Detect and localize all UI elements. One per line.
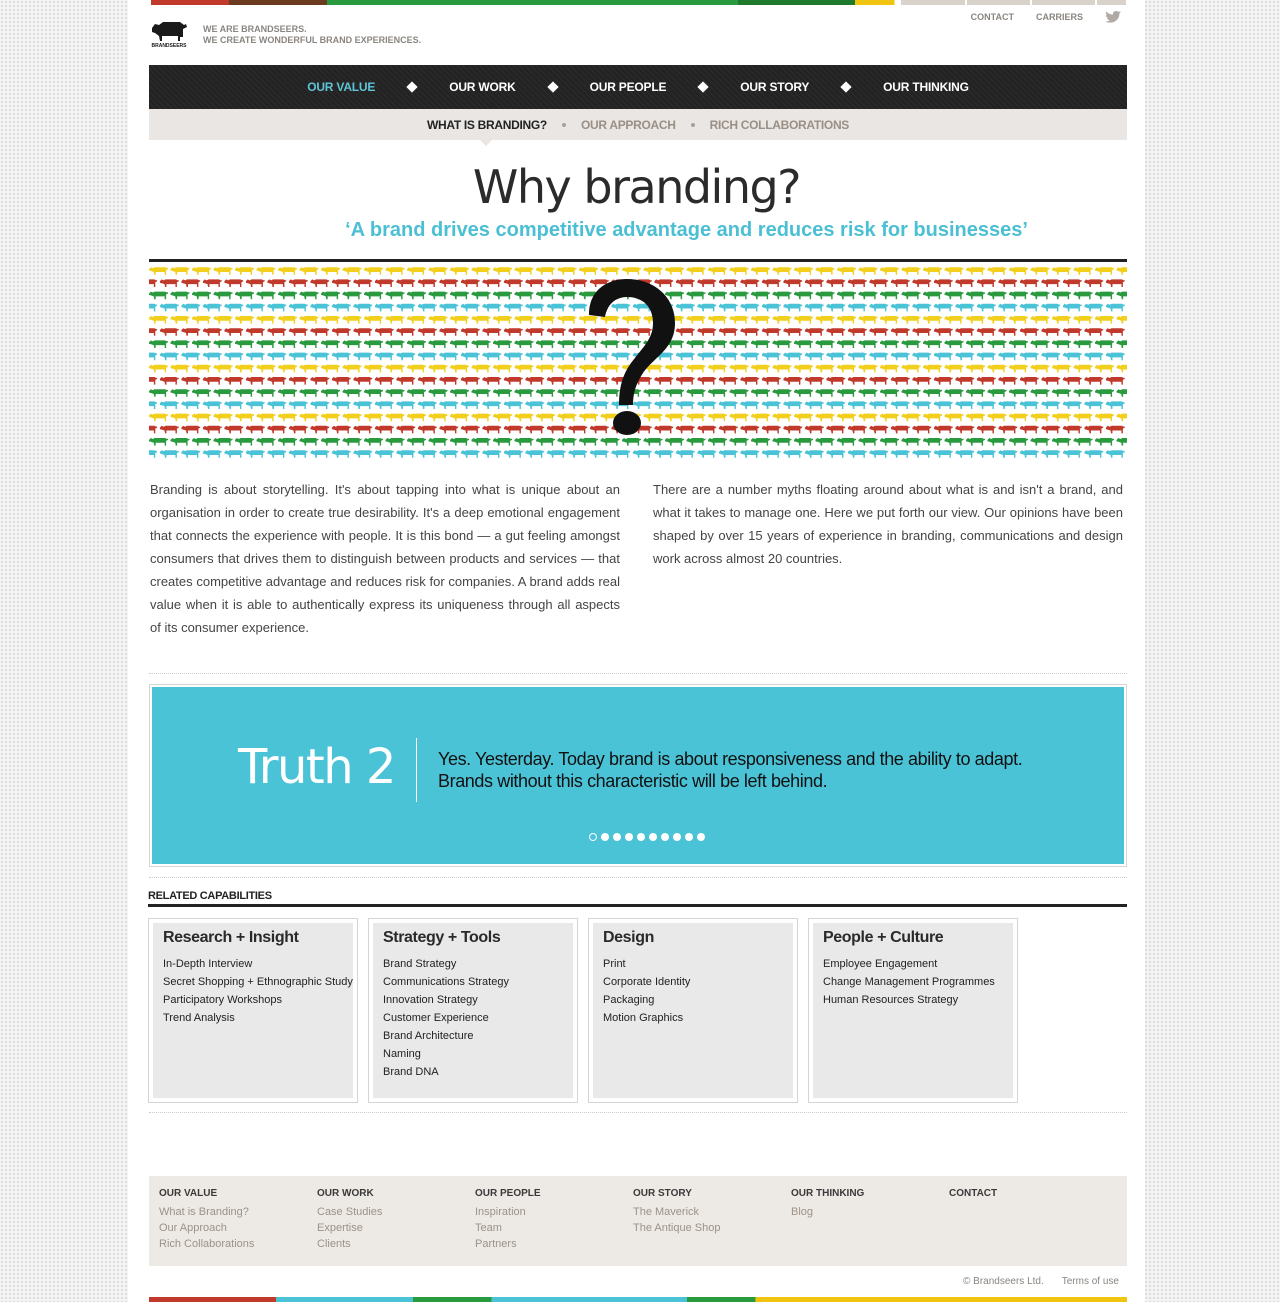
footer-link[interactable]: Clients [317,1238,351,1250]
capability-item: Packaging [603,994,655,1006]
nav-diamond-separator [407,81,418,92]
capability-card-people[interactable] [808,918,1018,1103]
tagline-line2: WE CREATE WONDERFUL BRAND EXPERIENCES. [203,35,422,45]
nav-our-people[interactable]: OUR PEOPLE [589,80,667,94]
footer-link[interactable]: Partners [475,1238,517,1250]
footer-link[interactable]: Our Approach [159,1222,227,1234]
sub-nav [149,109,1127,140]
footer-column [949,1188,1107,1254]
capability-item: Motion Graphics [603,1012,684,1024]
carousel-slide [152,687,1124,864]
main-nav [149,65,1127,109]
capability-item: In-Depth Interview [163,958,253,970]
capability-item: Print [603,958,626,970]
footer-column [317,1188,475,1254]
subnav-rich-collaborations[interactable]: RICH COLLABORATIONS [709,117,850,132]
nav-our-work[interactable]: OUR WORK [449,80,516,94]
carousel-dot[interactable] [649,833,657,841]
footer-link[interactable]: Inspiration [475,1206,526,1218]
capability-title: People + Culture [823,929,944,946]
footer-heading[interactable]: OUR VALUE [159,1188,218,1199]
footer-link[interactable]: The Maverick [633,1206,700,1218]
carousel-dot[interactable] [589,833,597,841]
nav-our-value[interactable]: OUR VALUE [307,80,376,94]
footer-link[interactable]: Expertise [317,1222,363,1234]
subnav-active-pointer [480,140,492,146]
footer-link[interactable]: Blog [791,1206,814,1218]
capability-item: Brand DNA [383,1066,439,1078]
carousel-dot[interactable] [697,833,705,841]
carousel-dot[interactable] [613,833,621,841]
capability-item: Participatory Workshops [163,994,283,1006]
related-capabilities-title: RELATED CAPABILITIES [148,890,272,902]
capability-item: Innovation Strategy [383,994,478,1006]
slide-divider [416,738,417,802]
footer-column [159,1188,317,1254]
subnav-dot-separator [691,123,695,127]
capability-item: Brand Architecture [383,1030,474,1042]
subnav-what-is-branding[interactable]: WHAT IS BRANDING? [426,117,547,132]
carousel-dot[interactable] [685,833,693,841]
nav-diamond-separator [698,81,709,92]
capability-card-strategy[interactable] [368,918,578,1103]
page [128,0,1145,1302]
dotted-divider [149,1112,1127,1113]
footer-heading[interactable]: CONTACT [949,1188,998,1199]
footer-column [475,1188,633,1254]
nav-diamond-separator [841,81,852,92]
footer-heading[interactable]: OUR THINKING [791,1188,865,1199]
contact-link[interactable]: CONTACT [970,12,1014,22]
truths-carousel [149,684,1127,867]
footer-sitemap [149,1176,1127,1266]
footer-heading[interactable]: OUR PEOPLE [475,1188,541,1199]
footer-column [791,1188,949,1254]
top-tab [901,0,965,5]
nav-our-story[interactable]: OUR STORY [740,80,810,94]
twitter-bird-icon[interactable] [1105,11,1121,23]
capability-item: Trend Analysis [163,1012,235,1024]
capability-item: Human Resources Strategy [823,994,959,1006]
copyright-bar [963,1276,1119,1287]
copyright-text: © Brandseers Ltd. [963,1276,1044,1287]
top-links [971,11,1121,23]
tagline [203,24,421,46]
carousel-pagination [589,833,705,841]
page-title: Why branding? [472,160,801,214]
subnav-dot-separator [562,123,566,127]
hero-cattle-pattern-image [149,265,1127,459]
nav-our-thinking[interactable]: OUR THINKING [883,80,969,94]
footer-column [633,1188,791,1254]
nav-diamond-separator [547,81,558,92]
capability-item: Customer Experience [383,1012,489,1024]
dotted-divider [149,877,1127,878]
capability-title: Research + Insight [163,929,299,946]
capability-item: Secret Shopping + Ethnographic Study [163,976,353,988]
brandseers-logo[interactable] [150,19,188,49]
capability-item: Employee Engagement [823,958,938,970]
top-tab [1097,0,1126,5]
capability-title: Strategy + Tools [383,929,501,946]
footer-link[interactable]: Team [475,1222,502,1234]
carousel-dot[interactable] [625,833,633,841]
capability-item: Naming [383,1048,421,1060]
carousel-dot[interactable] [601,833,609,841]
capability-item: Communications Strategy [383,976,509,988]
page-subtitle: ‘A brand drives competitive advantage and reduces risk for businesses’ [345,219,1028,241]
bottom-color-strip [149,1297,1127,1302]
footer-link[interactable]: What is Branding? [159,1206,249,1218]
footer-link[interactable]: Case Studies [317,1206,383,1218]
top-tab [1032,0,1095,5]
top-tab [967,0,1030,5]
carousel-dot[interactable] [673,833,681,841]
footer-heading[interactable]: OUR STORY [633,1188,692,1199]
hero-top-rule [149,259,1127,262]
carriers-link[interactable]: CARRIERS [1035,12,1083,22]
capability-item: Change Management Programmes [823,976,995,988]
related-rule [148,904,1127,907]
capability-item: Corporate Identity [603,976,691,988]
intro-left-paragraph: Branding is about storytelling. It's about tapping into what is unique about an organisation in order to create true desirability. It's a deep emotional engagement that connects the experience with people. It is this bond — a gut feeling amongst consumers that drives them to distinguish between products and services — that creates competitive advantage and reduces risk for companies. A brand adds real value when it is able to authentically express its uniqueness through all aspects of its consumer experience. [150,482,620,635]
capability-item: Brand Strategy [383,958,457,970]
carousel-dot[interactable] [661,833,669,841]
carousel-dot[interactable] [637,833,645,841]
footer-link[interactable]: The Antique Shop [633,1222,721,1234]
capability-title: Design [603,929,654,946]
footer-heading[interactable]: OUR WORK [317,1188,374,1199]
subnav-our-approach[interactable]: OUR APPROACH [580,117,676,132]
brand-name: BRANDSEERS [151,43,187,49]
tagline-line1: WE ARE BRANDSEERS. [203,24,307,34]
capability-card-research[interactable] [148,918,358,1103]
slide-heading: Truth 2 [238,739,395,795]
footer-link[interactable]: Rich Collaborations [159,1238,255,1250]
intro-right-paragraph: There are a number myths floating around about what is and isn't a brand, and what it takes to manage one. Here we put forth our view. Our opinions have been shaped by over 15 years of experience in branding, communications and design work across almost 20 countries. [653,482,1123,566]
dotted-divider [149,673,1127,674]
slide-text: Yes. Yesterday. Today brand is about responsiveness and the ability to adapt. Brands without this characteristic will be left behind. [438,749,1023,791]
capability-card-design[interactable] [588,918,798,1103]
terms-link[interactable]: Terms of use [1061,1276,1119,1287]
